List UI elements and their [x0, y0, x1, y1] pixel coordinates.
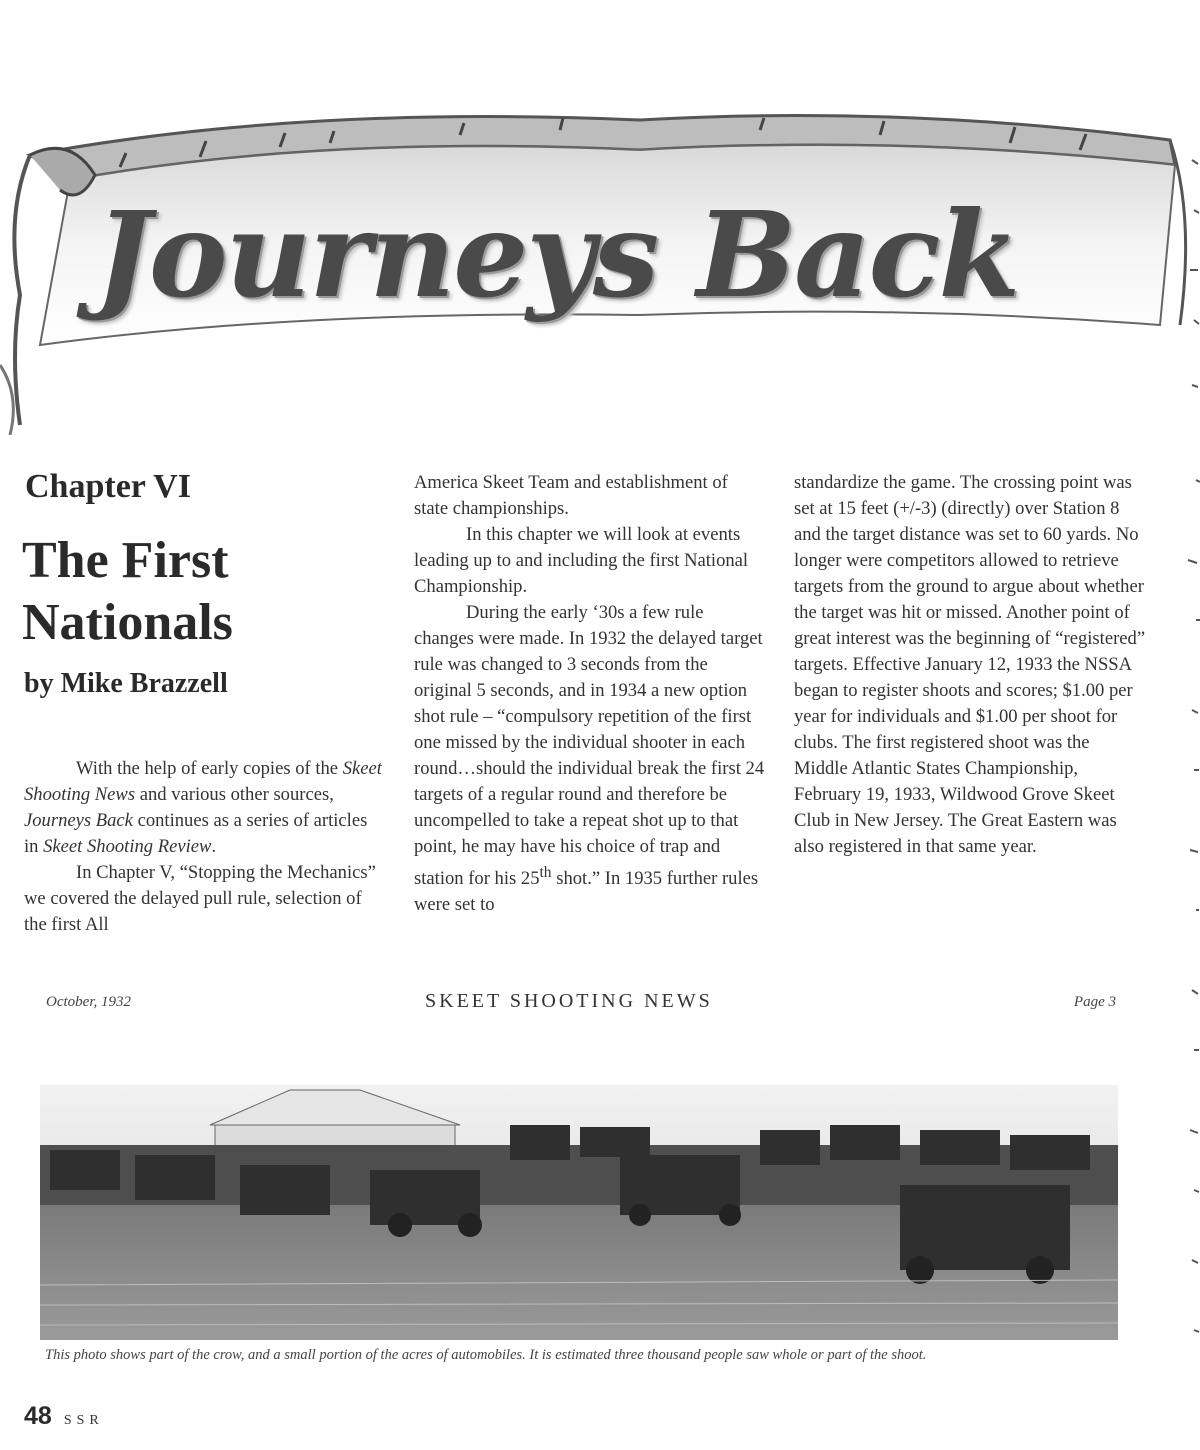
article-title: The First Nationals — [22, 532, 233, 651]
col1-italic-title: Skeet Shooting Review — [43, 836, 212, 857]
col2-text: shot.” In 1935 further rules were set to — [414, 868, 759, 916]
col3-paragraph-1: standardize the game. The crossing point was set at 15 feet (+/-3) (directly) over Station 8 and the target distance was set to 60 yards. No longer were competitors allowed to retrieve targets from the ground to argue about whether the target was hit or missed. Another point of great interest was the beginning of “registered” targets. Effective January 12, 1933 the NSSA began to register shoots and scores; $1.00 per year for individuals and $1.00 per shoot for clubs. The first registered shoot was the Middle Atlantic States Championship, February 19, 1933, Wildwood Grove Skeet Club in New Jersey. The Great Eastern was also registered in that same year. — [794, 472, 1146, 857]
byline: by Mike Brazzell — [24, 668, 228, 699]
clipping-date: October, 1932 — [46, 994, 131, 1010]
magazine-abbreviation: SSR — [63, 1413, 104, 1428]
photo-caption: This photo shows part of the crow, and a small portion of the acres of automobiles. It is estimated three thousand people saw whole or part of the shoot. — [45, 1347, 927, 1363]
column-2 — [414, 470, 766, 918]
page-folio — [24, 1402, 104, 1431]
col2-paragraph-2: In this chapter we will look at events leading up to and including the first National Championship. — [414, 524, 749, 597]
col1-italic-title: Journeys Back — [24, 810, 133, 831]
col1-paragraph-1 — [24, 756, 386, 860]
scan-edge-marks — [1180, 150, 1200, 1370]
column-1 — [24, 756, 386, 938]
col1-text: . — [211, 836, 217, 857]
chapter-label: Chapter VI — [25, 468, 191, 505]
col1-text: continues as a series of articles in — [24, 810, 368, 857]
col2-paragraph-1: America Skeet Team and establishment of state championships. — [414, 472, 728, 519]
page-number: 48 — [24, 1402, 52, 1430]
parked-cars-photo — [40, 1085, 1118, 1340]
col2-paragraph-3 — [414, 600, 766, 918]
clipping-page: Page 3 — [1073, 994, 1116, 1010]
col1-text: and various other sources, — [135, 784, 334, 805]
banner-title: Journeys Back — [95, 185, 1019, 324]
col2-superscript: th — [539, 864, 552, 881]
col1-text: With the help of early copies of the — [76, 758, 343, 779]
crowd-photo — [40, 1085, 1118, 1340]
col1-paragraph-2: In Chapter V, “Stopping the Mechanics” we covered the delayed pull rule, selection of the first All — [24, 862, 376, 935]
clipping-publication: SKEET SHOOTING NEWS — [425, 990, 713, 1012]
column-3 — [794, 470, 1146, 860]
clipping-header — [30, 990, 1130, 1022]
col1-italic-title: Skeet Shooting News — [24, 758, 382, 805]
col2-text: During the early ‘30s a few rule changes were made. In 1932 the delayed target rule was changed to 3 seconds from the original 5 seconds, and in 1934 a new option shot rule – “compulsory repetition of the first one missed by the individual shooter in each round…should the individual break the first 24 targets of a regular round and therefore be uncompelled to take a repeat shot up to that point, he may have his choice of trap and station for his 25 — [414, 602, 765, 890]
